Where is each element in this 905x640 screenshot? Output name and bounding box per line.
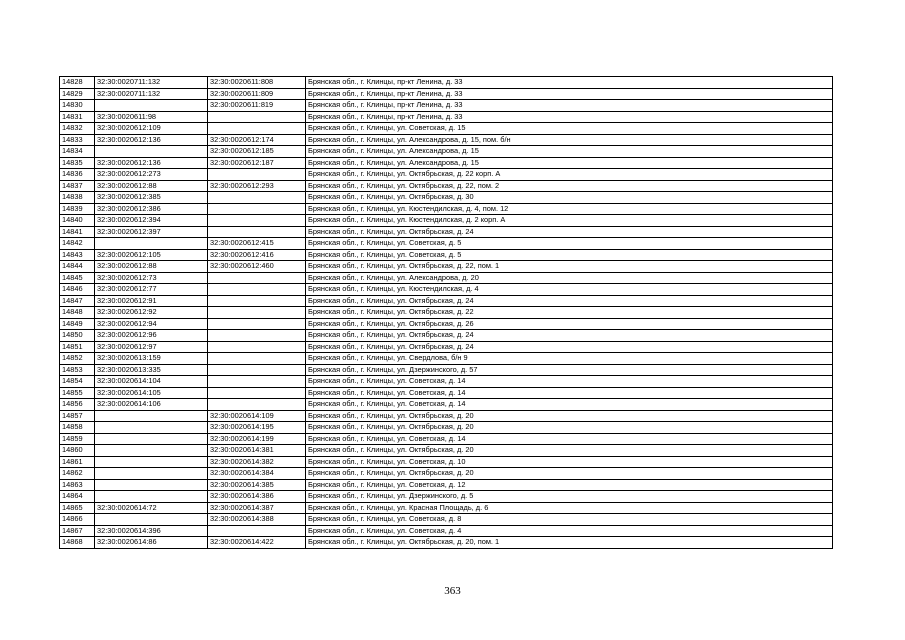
related-cadastral-number-cell [208, 341, 306, 353]
row-number-cell: 14840 [60, 215, 95, 227]
related-cadastral-number-cell [208, 192, 306, 204]
related-cadastral-number-cell: 32:30:0020611:809 [208, 88, 306, 100]
address-cell: Брянская обл., г. Клинцы, ул. Советская, д. 15 [306, 123, 833, 135]
cadastral-number-cell [95, 433, 208, 445]
address-cell: Брянская обл., г. Клинцы, ул. Октябрьская, д. 24 [306, 295, 833, 307]
address-cell: Брянская обл., г. Клинцы, ул. Кюстендилская, д. 4, пом. 12 [306, 203, 833, 215]
table-row [60, 249, 833, 261]
related-cadastral-number-cell: 32:30:0020614:382 [208, 456, 306, 468]
address-cell: Брянская обл., г. Клинцы, пр-кт Ленина, д. 33 [306, 88, 833, 100]
cadastral-number-cell: 32:30:0020612:73 [95, 272, 208, 284]
row-number-cell: 14866 [60, 514, 95, 526]
table-row [60, 77, 833, 89]
row-number-cell: 14857 [60, 410, 95, 422]
cadastral-number-cell: 32:30:0020612:88 [95, 180, 208, 192]
table-row [60, 238, 833, 250]
address-cell: Брянская обл., г. Клинцы, пр-кт Ленина, д. 33 [306, 100, 833, 112]
address-cell: Брянская обл., г. Клинцы, ул. Октябрьская, д. 26 [306, 318, 833, 330]
related-cadastral-number-cell [208, 284, 306, 296]
address-cell: Брянская обл., г. Клинцы, ул. Октябрьская, д. 20, пом. 1 [306, 537, 833, 549]
table-row [60, 445, 833, 457]
table-row [60, 169, 833, 181]
cadastral-number-cell: 32:30:0020711:132 [95, 88, 208, 100]
cadastral-number-cell [95, 410, 208, 422]
table-row [60, 157, 833, 169]
row-number-cell: 14836 [60, 169, 95, 181]
row-number-cell: 14834 [60, 146, 95, 158]
address-cell: Брянская обл., г. Клинцы, ул. Свердлова, б/н 9 [306, 353, 833, 365]
address-cell: Брянская обл., г. Клинцы, ул. Александрова, д. 15 [306, 146, 833, 158]
table-row [60, 88, 833, 100]
related-cadastral-number-cell [208, 364, 306, 376]
related-cadastral-number-cell: 32:30:0020611:808 [208, 77, 306, 89]
related-cadastral-number-cell: 32:30:0020612:415 [208, 238, 306, 250]
cadastral-number-cell: 32:30:0020612:397 [95, 226, 208, 238]
cadastral-number-cell: 32:30:0020612:386 [95, 203, 208, 215]
cadastral-number-cell [95, 146, 208, 158]
address-cell: Брянская обл., г. Клинцы, ул. Октябрьская, д. 24 [306, 341, 833, 353]
related-cadastral-number-cell: 32:30:0020614:385 [208, 479, 306, 491]
cadastral-number-cell [95, 468, 208, 480]
cadastral-number-cell: 32:30:0020612:273 [95, 169, 208, 181]
related-cadastral-number-cell: 32:30:0020614:381 [208, 445, 306, 457]
table-row [60, 502, 833, 514]
related-cadastral-number-cell [208, 318, 306, 330]
address-cell: Брянская обл., г. Клинцы, ул. Кюстендилская, д. 2 корп. А [306, 215, 833, 227]
address-cell: Брянская обл., г. Клинцы, пр-кт Ленина, д. 33 [306, 77, 833, 89]
table-row [60, 514, 833, 526]
cadastral-number-cell: 32:30:0020612:385 [95, 192, 208, 204]
cadastral-number-cell: 32:30:0020711:132 [95, 77, 208, 89]
table-row [60, 272, 833, 284]
cadastral-number-cell: 32:30:0020611:98 [95, 111, 208, 123]
table-row [60, 376, 833, 388]
table-row [60, 537, 833, 549]
table-row [60, 180, 833, 192]
cadastral-number-cell: 32:30:0020612:109 [95, 123, 208, 135]
table-row [60, 433, 833, 445]
table-row [60, 123, 833, 135]
table-row [60, 134, 833, 146]
cadastral-number-cell: 32:30:0020612:91 [95, 295, 208, 307]
cadastral-number-cell: 32:30:0020614:104 [95, 376, 208, 388]
cadastral-number-cell: 32:30:0020613:159 [95, 353, 208, 365]
table-row [60, 318, 833, 330]
address-cell: Брянская обл., г. Клинцы, ул. Октябрьская, д. 22 корп. А [306, 169, 833, 181]
row-number-cell: 14850 [60, 330, 95, 342]
row-number-cell: 14847 [60, 295, 95, 307]
table-row [60, 491, 833, 503]
related-cadastral-number-cell: 32:30:0020614:388 [208, 514, 306, 526]
related-cadastral-number-cell [208, 387, 306, 399]
table-row [60, 100, 833, 112]
table-row [60, 330, 833, 342]
address-cell: Брянская обл., г. Клинцы, ул. Советская, д. 14 [306, 376, 833, 388]
table-row [60, 479, 833, 491]
row-number-cell: 14855 [60, 387, 95, 399]
cadastral-number-cell: 32:30:0020614:106 [95, 399, 208, 411]
row-number-cell: 14860 [60, 445, 95, 457]
related-cadastral-number-cell: 32:30:0020614:384 [208, 468, 306, 480]
address-cell: Брянская обл., г. Клинцы, ул. Советская, д. 14 [306, 399, 833, 411]
row-number-cell: 14848 [60, 307, 95, 319]
related-cadastral-number-cell [208, 376, 306, 388]
address-cell: Брянская обл., г. Клинцы, ул. Советская, д. 14 [306, 433, 833, 445]
cadastral-number-cell: 32:30:0020612:136 [95, 157, 208, 169]
address-cell: Брянская обл., г. Клинцы, ул. Октябрьская, д. 20 [306, 410, 833, 422]
related-cadastral-number-cell: 32:30:0020612:293 [208, 180, 306, 192]
address-cell: Брянская обл., г. Клинцы, ул. Александрова, д. 20 [306, 272, 833, 284]
table-row [60, 468, 833, 480]
related-cadastral-number-cell: 32:30:0020611:819 [208, 100, 306, 112]
related-cadastral-number-cell [208, 123, 306, 135]
table-row [60, 226, 833, 238]
address-cell: Брянская обл., г. Клинцы, ул. Советская, д. 5 [306, 249, 833, 261]
cadastral-number-cell [95, 422, 208, 434]
row-number-cell: 14859 [60, 433, 95, 445]
row-number-cell: 14849 [60, 318, 95, 330]
cadastral-number-cell: 32:30:0020612:394 [95, 215, 208, 227]
cadastral-number-cell: 32:30:0020612:105 [95, 249, 208, 261]
address-cell: Брянская обл., г. Клинцы, ул. Октябрьская, д. 30 [306, 192, 833, 204]
row-number-cell: 14851 [60, 341, 95, 353]
related-cadastral-number-cell: 32:30:0020612:416 [208, 249, 306, 261]
related-cadastral-number-cell [208, 226, 306, 238]
row-number-cell: 14862 [60, 468, 95, 480]
row-number-cell: 14845 [60, 272, 95, 284]
row-number-cell: 14853 [60, 364, 95, 376]
row-number-cell: 14856 [60, 399, 95, 411]
address-cell: Брянская обл., г. Клинцы, ул. Советская, д. 5 [306, 238, 833, 250]
table-row [60, 410, 833, 422]
cadastral-number-cell [95, 479, 208, 491]
address-cell: Брянская обл., г. Клинцы, ул. Октябрьская, д. 20 [306, 445, 833, 457]
table-row [60, 422, 833, 434]
address-cell: Брянская обл., г. Клинцы, ул. Октябрьская, д. 24 [306, 330, 833, 342]
table-row [60, 192, 833, 204]
related-cadastral-number-cell [208, 307, 306, 319]
related-cadastral-number-cell: 32:30:0020614:386 [208, 491, 306, 503]
address-cell: Брянская обл., г. Клинцы, ул. Александрова, д. 15 [306, 157, 833, 169]
row-number-cell: 14852 [60, 353, 95, 365]
cadastral-number-cell: 32:30:0020614:72 [95, 502, 208, 514]
cadastral-number-cell [95, 514, 208, 526]
row-number-cell: 14868 [60, 537, 95, 549]
address-cell: Брянская обл., г. Клинцы, ул. Красная Площадь, д. 6 [306, 502, 833, 514]
related-cadastral-number-cell [208, 272, 306, 284]
table-row [60, 261, 833, 273]
cadastral-number-cell [95, 100, 208, 112]
table-row [60, 111, 833, 123]
related-cadastral-number-cell: 32:30:0020612:185 [208, 146, 306, 158]
row-number-cell: 14841 [60, 226, 95, 238]
address-cell: Брянская обл., г. Клинцы, ул. Кюстендилская, д. 4 [306, 284, 833, 296]
cadastral-number-cell: 32:30:0020612:77 [95, 284, 208, 296]
row-number-cell: 14854 [60, 376, 95, 388]
table-row [60, 295, 833, 307]
related-cadastral-number-cell: 32:30:0020614:387 [208, 502, 306, 514]
related-cadastral-number-cell: 32:30:0020612:174 [208, 134, 306, 146]
row-number-cell: 14858 [60, 422, 95, 434]
row-number-cell: 14846 [60, 284, 95, 296]
row-number-cell: 14828 [60, 77, 95, 89]
related-cadastral-number-cell: 32:30:0020614:195 [208, 422, 306, 434]
table-row [60, 399, 833, 411]
cadastral-number-cell: 32:30:0020612:88 [95, 261, 208, 273]
cadastral-number-cell: 32:30:0020614:105 [95, 387, 208, 399]
table-row [60, 215, 833, 227]
table-row [60, 364, 833, 376]
related-cadastral-number-cell [208, 353, 306, 365]
related-cadastral-number-cell [208, 111, 306, 123]
address-cell: Брянская обл., г. Клинцы, ул. Октябрьская, д. 20 [306, 422, 833, 434]
address-cell: Брянская обл., г. Клинцы, ул. Октябрьская, д. 20 [306, 468, 833, 480]
page-number: 363 [444, 585, 461, 597]
related-cadastral-number-cell [208, 399, 306, 411]
cadastral-number-cell: 32:30:0020612:94 [95, 318, 208, 330]
cadastral-number-cell: 32:30:0020612:96 [95, 330, 208, 342]
table-row [60, 525, 833, 537]
row-number-cell: 14842 [60, 238, 95, 250]
row-number-cell: 14839 [60, 203, 95, 215]
cadastral-number-cell: 32:30:0020614:396 [95, 525, 208, 537]
row-number-cell: 14833 [60, 134, 95, 146]
cadastral-number-cell: 32:30:0020612:136 [95, 134, 208, 146]
address-cell: Брянская обл., г. Клинцы, пр-кт Ленина, д. 33 [306, 111, 833, 123]
related-cadastral-number-cell: 32:30:0020612:460 [208, 261, 306, 273]
row-number-cell: 14832 [60, 123, 95, 135]
address-cell: Брянская обл., г. Клинцы, ул. Октябрьская, д. 22, пом. 2 [306, 180, 833, 192]
row-number-cell: 14837 [60, 180, 95, 192]
cadastral-number-cell [95, 456, 208, 468]
address-cell: Брянская обл., г. Клинцы, ул. Советская, д. 4 [306, 525, 833, 537]
row-number-cell: 14829 [60, 88, 95, 100]
address-cell: Брянская обл., г. Клинцы, ул. Октябрьская, д. 24 [306, 226, 833, 238]
related-cadastral-number-cell [208, 215, 306, 227]
registry-table-body [60, 77, 833, 549]
row-number-cell: 14835 [60, 157, 95, 169]
cadastral-number-cell: 32:30:0020612:97 [95, 341, 208, 353]
registry-table [59, 76, 833, 549]
cadastral-number-cell [95, 445, 208, 457]
cadastral-number-cell: 32:30:0020613:335 [95, 364, 208, 376]
row-number-cell: 14831 [60, 111, 95, 123]
related-cadastral-number-cell: 32:30:0020614:199 [208, 433, 306, 445]
cadastral-number-cell [95, 238, 208, 250]
cadastral-number-cell: 32:30:0020614:86 [95, 537, 208, 549]
row-number-cell: 14830 [60, 100, 95, 112]
address-cell: Брянская обл., г. Клинцы, ул. Советская, д. 8 [306, 514, 833, 526]
related-cadastral-number-cell [208, 203, 306, 215]
row-number-cell: 14861 [60, 456, 95, 468]
table-row [60, 284, 833, 296]
table-row [60, 341, 833, 353]
address-cell: Брянская обл., г. Клинцы, ул. Октябрьская, д. 22 [306, 307, 833, 319]
row-number-cell: 14864 [60, 491, 95, 503]
row-number-cell: 14838 [60, 192, 95, 204]
related-cadastral-number-cell [208, 295, 306, 307]
row-number-cell: 14844 [60, 261, 95, 273]
table-row [60, 146, 833, 158]
row-number-cell: 14843 [60, 249, 95, 261]
table-row [60, 307, 833, 319]
address-cell: Брянская обл., г. Клинцы, ул. Дзержинского, д. 5 [306, 491, 833, 503]
related-cadastral-number-cell: 32:30:0020612:187 [208, 157, 306, 169]
address-cell: Брянская обл., г. Клинцы, ул. Дзержинского, д. 57 [306, 364, 833, 376]
row-number-cell: 14865 [60, 502, 95, 514]
related-cadastral-number-cell: 32:30:0020614:109 [208, 410, 306, 422]
address-cell: Брянская обл., г. Клинцы, ул. Александрова, д. 15, пом. б/н [306, 134, 833, 146]
table-row [60, 203, 833, 215]
address-cell: Брянская обл., г. Клинцы, ул. Советская, д. 10 [306, 456, 833, 468]
cadastral-number-cell [95, 491, 208, 503]
related-cadastral-number-cell: 32:30:0020614:422 [208, 537, 306, 549]
related-cadastral-number-cell [208, 169, 306, 181]
address-cell: Брянская обл., г. Клинцы, ул. Октябрьская, д. 22, пом. 1 [306, 261, 833, 273]
related-cadastral-number-cell [208, 330, 306, 342]
table-row [60, 353, 833, 365]
cadastral-number-cell: 32:30:0020612:92 [95, 307, 208, 319]
table-row [60, 456, 833, 468]
table-row [60, 387, 833, 399]
row-number-cell: 14863 [60, 479, 95, 491]
address-cell: Брянская обл., г. Клинцы, ул. Советская, д. 14 [306, 387, 833, 399]
row-number-cell: 14867 [60, 525, 95, 537]
address-cell: Брянская обл., г. Клинцы, ул. Советская, д. 12 [306, 479, 833, 491]
related-cadastral-number-cell [208, 525, 306, 537]
